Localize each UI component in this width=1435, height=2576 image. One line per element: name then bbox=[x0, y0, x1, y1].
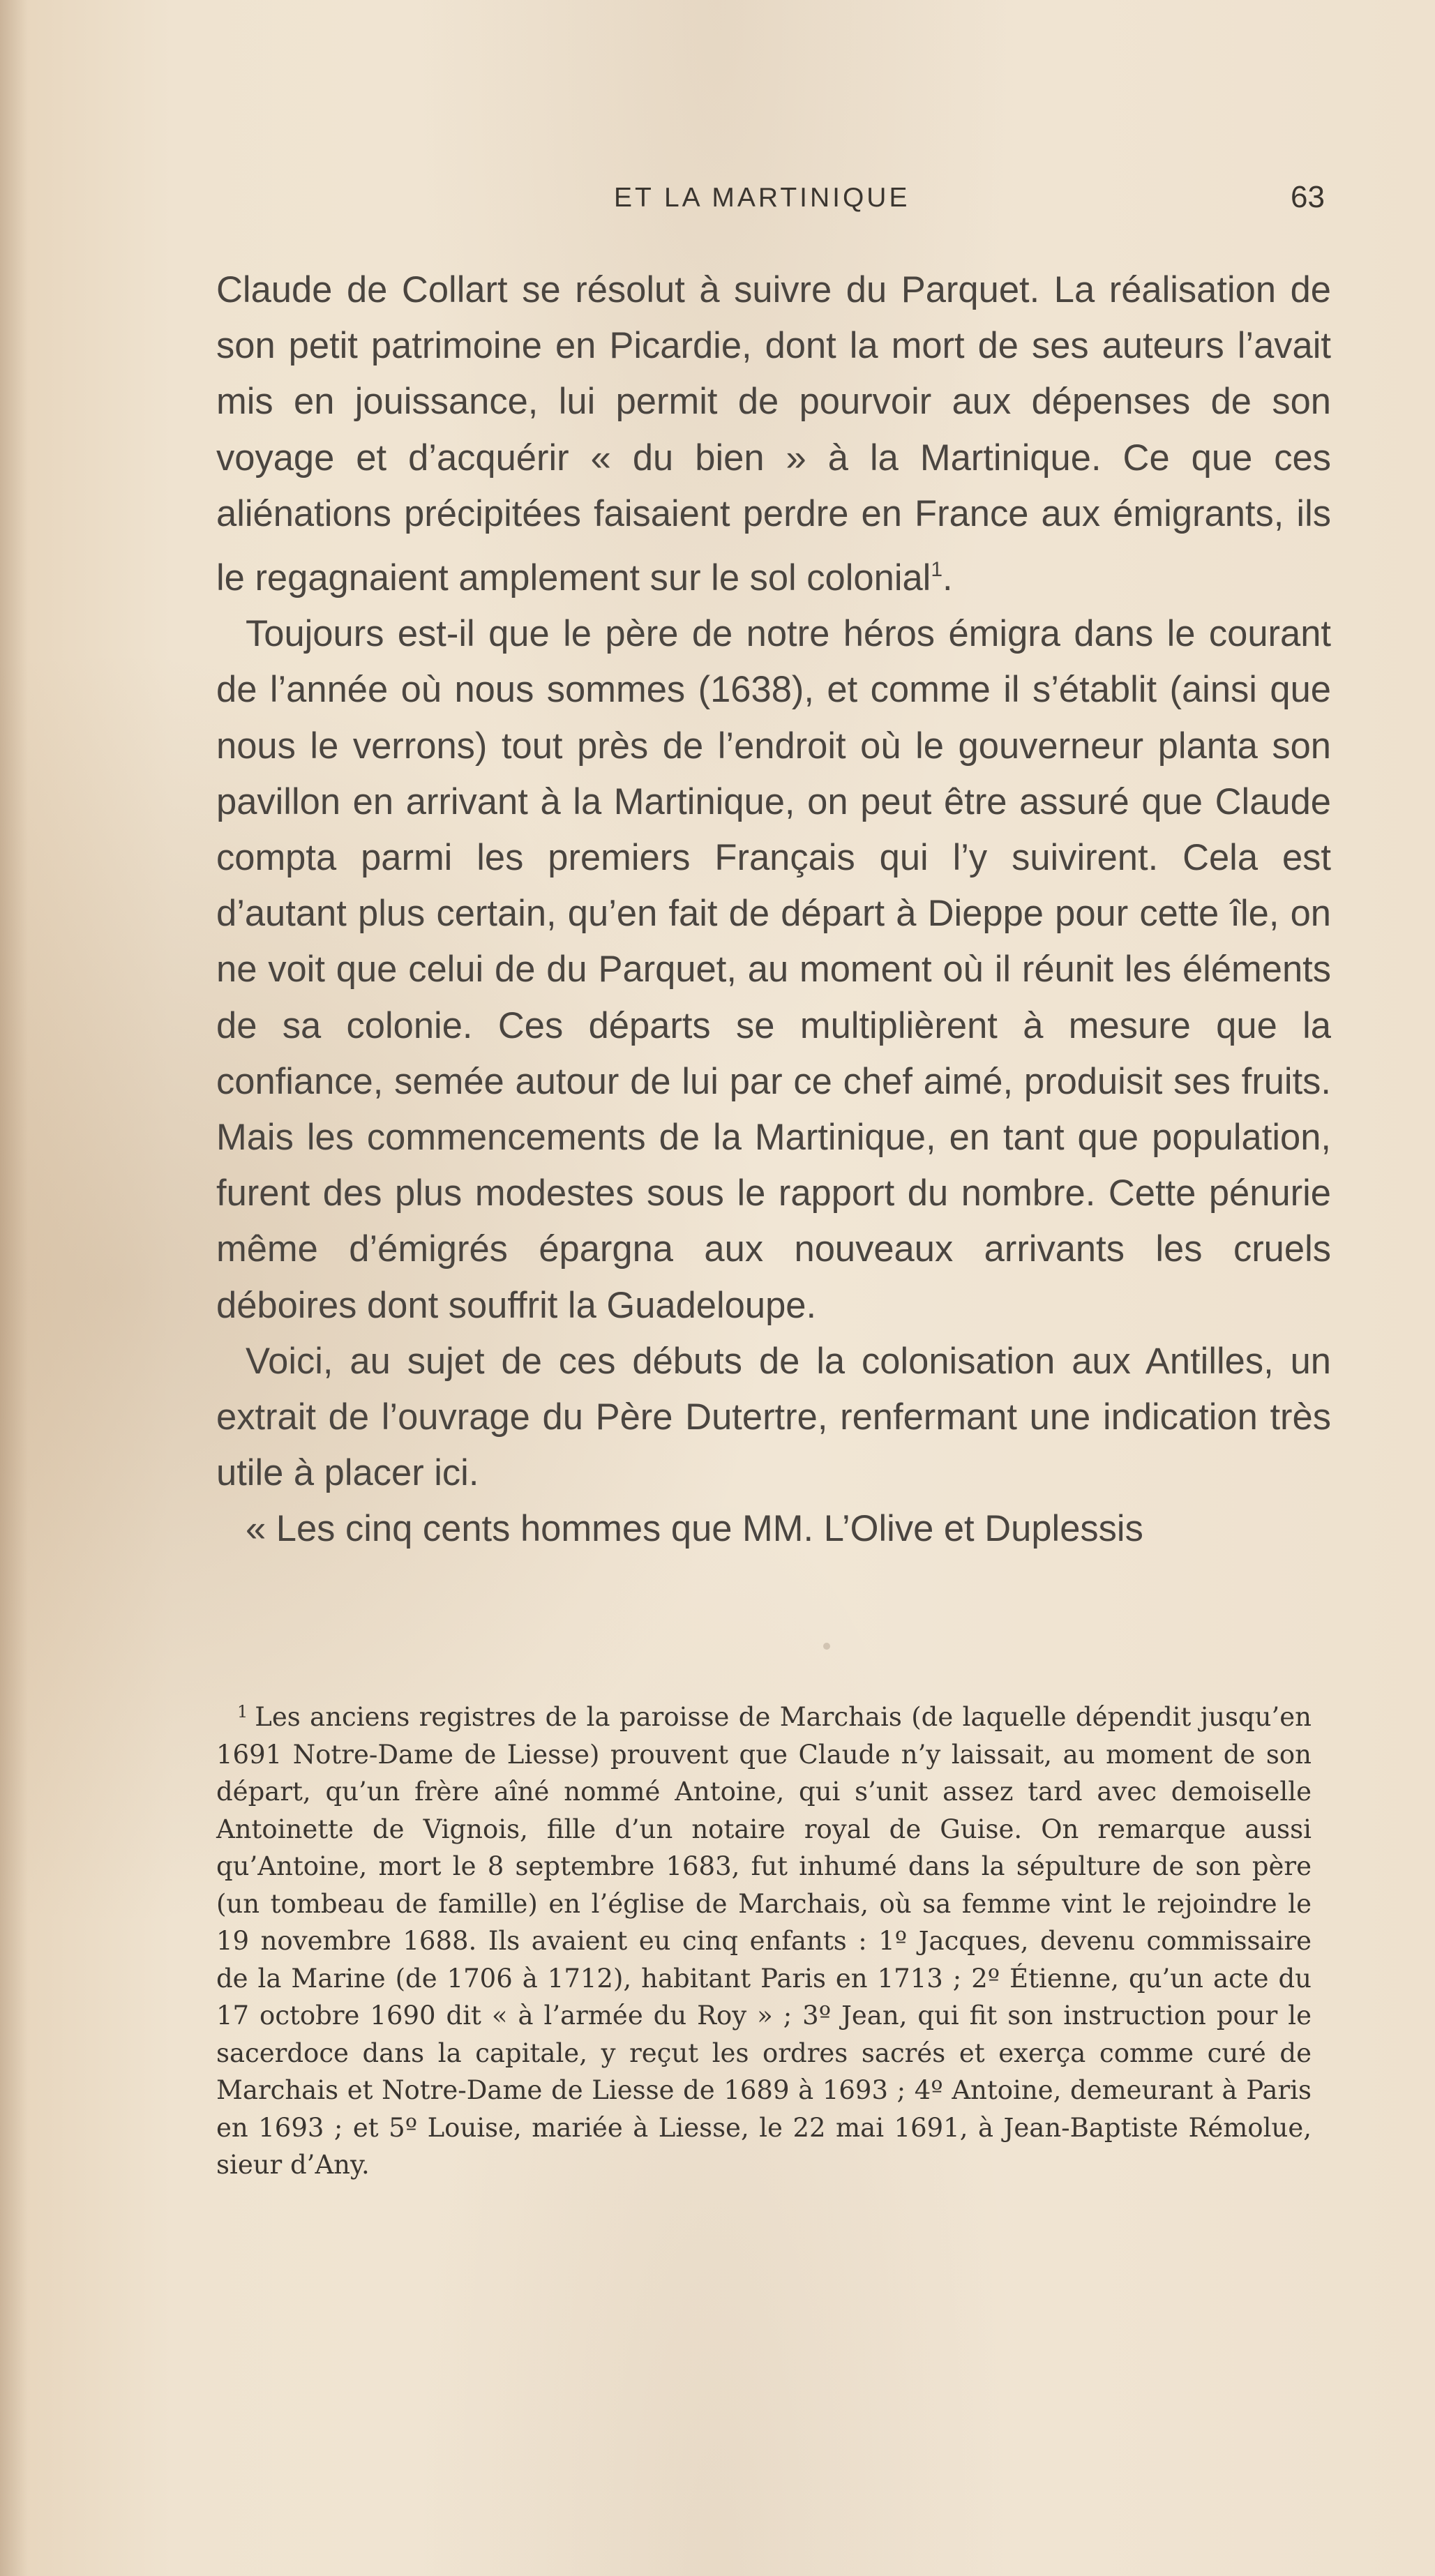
paragraph: Toujours est-il que le père de notre héros émigra dans le courant de l’année où nous sommes (1638), et comme il s’établit (ainsi que nous le verrons) tout près de l’endroit où le gouverneur planta son pavillon en arrivant à la Martinique, on peut être assuré que Claude compta parmi les premiers Français qui l’y suivirent. Cela est d’autant plus certain, qu’en fait de départ à Dieppe pour cette île, on ne voit que celui de du Parquet, au moment où il réunit les éléments de sa colonie. Ces départs se multiplièrent à mesure que la confiance, semée autour de lui par ce chef aimé, produisit ses fruits. Mais les commencements de la Martinique, en tant que population, furent des plus modestes sous le rapport du nombre. Cette pénurie même d’émigrés épargna aux nouveaux arrivants les cruels déboires dont souffrit la Guadeloupe. bbox=[216, 613, 1331, 1326]
footnote-paragraph bbox=[216, 1694, 1312, 2184]
paragraph: « Les cinq cents hommes que MM. L’Olive et Duplessis bbox=[246, 1508, 1143, 1550]
running-header-title: ET LA MARTINIQUE bbox=[614, 183, 910, 213]
page-number: 63 bbox=[1291, 180, 1325, 214]
main-text bbox=[216, 262, 1331, 1558]
footnote-mark: 1 bbox=[237, 1702, 248, 1722]
sentence-end: . bbox=[942, 557, 953, 599]
footnote-reference: 1 bbox=[931, 558, 943, 582]
footnote-text: Les anciens registres de la paroisse de Marchais (de laquelle dépendit jusqu’en 1691 Notre-Dame de Liesse) prouvent que Claude n’y laissait, au moment de son départ, qu’un frère aîné nommé Antoine, qui s’unit assez tard avec demoiselle Antoinette de Vignois, fille d’un notaire royal de Guise. On remarque aussi qu’Antoine, mort le 8 septembre 1683, fut inhumé dans la sépulture de son père (un tombeau de famille) en l’église de Marchais, où sa femme vint le rejoindre le 19 novembre 1688. Ils avaient eu cinq enfants : 1º Jacques, devenu commissaire de la Marine (de 1706 à 1712), habitant Paris en 1713 ; 2º Étienne, qu’un acte du 17 octobre 1690 dit « à l’armée du Roy » ; 3º Jean, qui fit son instruction pour le sacerdoce dans la capitale, y reçut les ordres sacrés et exerça comme curé de Marchais et Notre-Dame de Liesse de 1689 à 1693 ; 4º Antoine, demeurant à Paris en 1693 ; et 5º Louise, mariée à Liesse, le 22 mai 1691, à Jean-Baptiste Rémolue, sieur d’Any. bbox=[216, 1702, 1312, 2180]
footnote-separator-dot bbox=[823, 1643, 830, 1650]
paragraph bbox=[216, 262, 1331, 606]
paragraph: Voici, au sujet de ces débuts de la colonisation aux Antilles, un extrait de l’ouvrage du Père Dutertre, renfermant une indication très utile à placer ici. bbox=[216, 1340, 1331, 1494]
page-edge-shadow bbox=[0, 0, 28, 2576]
footnote bbox=[216, 1694, 1312, 2184]
paragraph-text: Claude de Collart se résolut à suivre du Parquet. La réalisation de son petit patrimoine en Picardie, dont la mort de ses auteurs l’avait mis en jouissance, lui permit de pourvoir aux dépenses de son voyage et d’acquérir « du bien » à la Martinique. Ce que ces aliénations précipitées faisaient perdre en France aux émigrants, ils le regagnaient amplement sur le sol colonial bbox=[216, 269, 1331, 599]
